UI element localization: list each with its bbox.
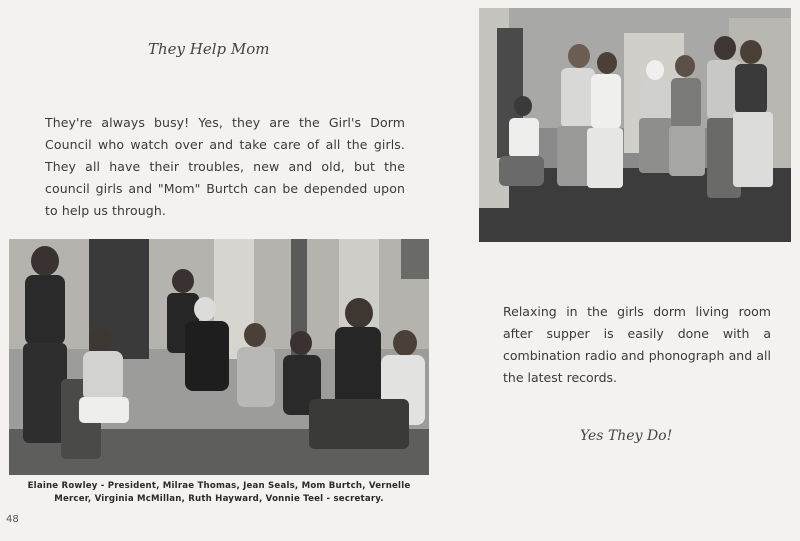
dancing-photo bbox=[479, 8, 791, 242]
photo-caption: Elaine Rowley - President, Milrae Thomas, Jean Seals, Mom Burtch, Vernelle Mercer, Virginia McMillan, Ruth Hayward, Vonnie Teel - secretary. bbox=[27, 481, 411, 504]
signoff-text: Yes They Do! bbox=[580, 428, 673, 444]
body-paragraph: They're always busy! Yes, they are the Girl's Dorm Council who watch over and take care of all the girls. They all have their troubles, new and old, but the council girls and "Mom" Burtch can be depended upon to help us through. bbox=[45, 115, 405, 218]
council-photo bbox=[9, 239, 429, 475]
page-heading: They Help Mom bbox=[148, 40, 270, 58]
page-number: 48 bbox=[6, 514, 19, 525]
right-paragraph: Relaxing in the girls dorm living room after supper is easily done with a combination radio and phonograph and all the latest records. bbox=[503, 304, 771, 385]
